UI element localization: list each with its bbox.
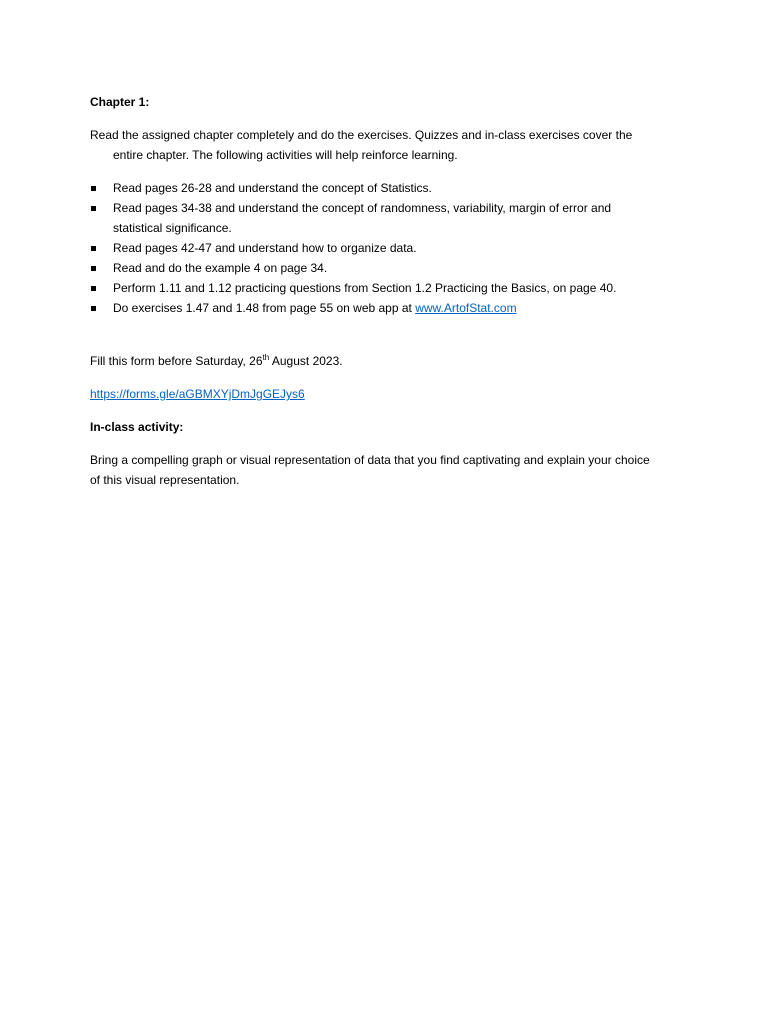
list-item: [90, 198, 660, 238]
spacer: [90, 318, 660, 351]
square-bullet-icon: [91, 186, 96, 191]
intro-paragraph: Read the assigned chapter completely and do the exercises. Quizzes and in-class exercises cover the entire chapter. The following activities will help reinforce learning.: [90, 128, 633, 162]
square-bullet-icon: [91, 206, 96, 211]
list-item-text: Read pages 26-28 and understand the concept of Statistics.: [113, 181, 432, 195]
list-item-text: Read pages 42-47 and understand how to organize data.: [113, 241, 417, 255]
square-bullet-icon: [91, 266, 96, 271]
list-item-text: Do exercises 1.47 and 1.48 from page 55 on web app at: [113, 301, 416, 315]
list-item: [90, 238, 660, 258]
document-page: [90, 92, 660, 503]
form-deadline-note: [90, 351, 660, 371]
list-item-text: Read pages 34-38 and understand the concept of randomness, variability, margin of error and statistical significance.: [113, 201, 612, 235]
chapter-heading: Chapter 1:: [90, 95, 150, 109]
list-item: [90, 298, 660, 318]
list-item-text: Perform 1.11 and 1.12 practicing questions from Section 1.2 Practicing the Basics, on page 40.: [113, 281, 617, 295]
activity-list: [90, 178, 660, 318]
ordinal-suffix: th: [262, 353, 270, 362]
list-item: [90, 178, 660, 198]
artofstat-link[interactable]: www.ArtofStat.com: [415, 301, 517, 315]
form-note-text: Fill this form before Saturday, 26: [90, 354, 263, 368]
google-form-link[interactable]: https://forms.gle/aGBMXYjDmJgGEJys6: [90, 387, 305, 401]
list-item-text: Read and do the example 4 on page 34.: [113, 261, 328, 275]
form-link-paragraph: [90, 384, 660, 404]
square-bullet-icon: [91, 286, 96, 291]
list-item: [90, 258, 660, 278]
form-note-date: August 2023.: [269, 354, 343, 368]
list-item: [90, 278, 660, 298]
square-bullet-icon: [91, 246, 96, 251]
in-class-heading: In-class activity:: [90, 420, 184, 434]
square-bullet-icon: [91, 306, 96, 311]
in-class-paragraph: Bring a compelling graph or visual representation of data that you find captivating and explain your choice of this visual representation.: [90, 453, 650, 487]
